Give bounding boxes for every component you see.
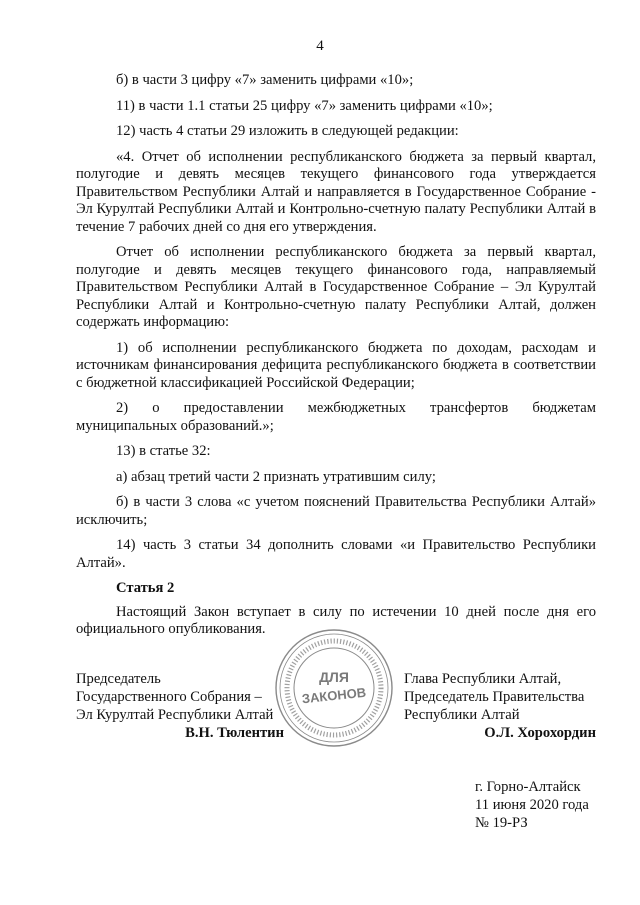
paragraph: 12) часть 4 статьи 29 изложить в следующей редакции:	[116, 123, 459, 139]
signature-title-line: Республики Алтай	[404, 707, 520, 723]
city: г. Горно-Алтайск	[475, 779, 581, 795]
signatory-name: В.Н. Тюлентин	[185, 725, 284, 741]
signatory-name: О.Л. Хорохордин	[484, 725, 596, 741]
paragraph: а) абзац третий части 2 признать утратившим силу;	[116, 468, 436, 485]
official-stamp	[272, 626, 396, 750]
paragraph: 14) часть 3 статьи 34 дополнить словами «и Правительство Республики Алтай».	[76, 537, 596, 571]
paragraph: Отчет об исполнении республиканского бюджета за первый квартал, полугодие и девять месяцев текущего финансового года, направляемый Правительством Республики Алтай в Государственное Собрание – Эл Курултай Республики Алтай и Контрольно-счетную палату Республики Алтай, должен содержать информацию:	[76, 244, 596, 330]
page-number: 4	[316, 38, 324, 54]
paragraph: 2) о предоставлении межбюджетных трансфертов бюджетам муниципальных образований.»;	[76, 400, 596, 434]
signature-block-chairman	[76, 670, 284, 742]
place-date-number	[475, 778, 589, 832]
signature-title-line: Эл Курултай Республики Алтай	[76, 707, 274, 723]
paragraph: 11) в части 1.1 статьи 25 цифру «7» заменить цифрами «10»;	[116, 97, 493, 114]
stamp-text-bottom: ЗАКОНОВ	[301, 684, 367, 707]
paragraph: «4. Отчет об исполнении республиканского бюджета за первый квартал, полугодие и девять месяцев текущего финансового года утверждается Правительством Республики Алтай и направляется в Государственное Собрание - Эл Курултай Республики Алтай и Контрольно-счетную палату Республики Алтай в течение 7 рабочих дней со дня его утверждения.	[76, 148, 596, 235]
document-body	[76, 72, 596, 647]
signature-title-line: Государственного Собрания –	[76, 689, 262, 705]
paragraph: 13) в статье 32:	[116, 443, 211, 459]
law-number: № 19-РЗ	[475, 815, 528, 831]
article-heading: Статья 2	[116, 580, 175, 596]
date: 11 июня 2020 года	[475, 797, 589, 813]
paragraph: б) в части 3 слова «с учетом пояснений Правительства Республики Алтай» исключить;	[76, 494, 596, 528]
stamp-text-top: ДЛЯ	[319, 669, 349, 685]
signature-title-line: Председатель	[76, 671, 161, 687]
signature-title-line: Председатель Правительства	[404, 689, 585, 705]
paragraph: 1) об исполнении республиканского бюджета по доходам, расходам и источникам финансирования дефицита республиканского бюджета в соответствии с бюджетной классификацией Российской Федерации;	[76, 339, 596, 391]
article-text: Настоящий Закон вступает в силу по истечении 10 дней после дня его официального опубликования.	[76, 603, 596, 637]
signature-block-head	[404, 670, 596, 742]
paragraph: б) в части 3 цифру «7» заменить цифрами «10»;	[116, 72, 414, 88]
signature-title-line: Глава Республики Алтай,	[404, 671, 562, 687]
